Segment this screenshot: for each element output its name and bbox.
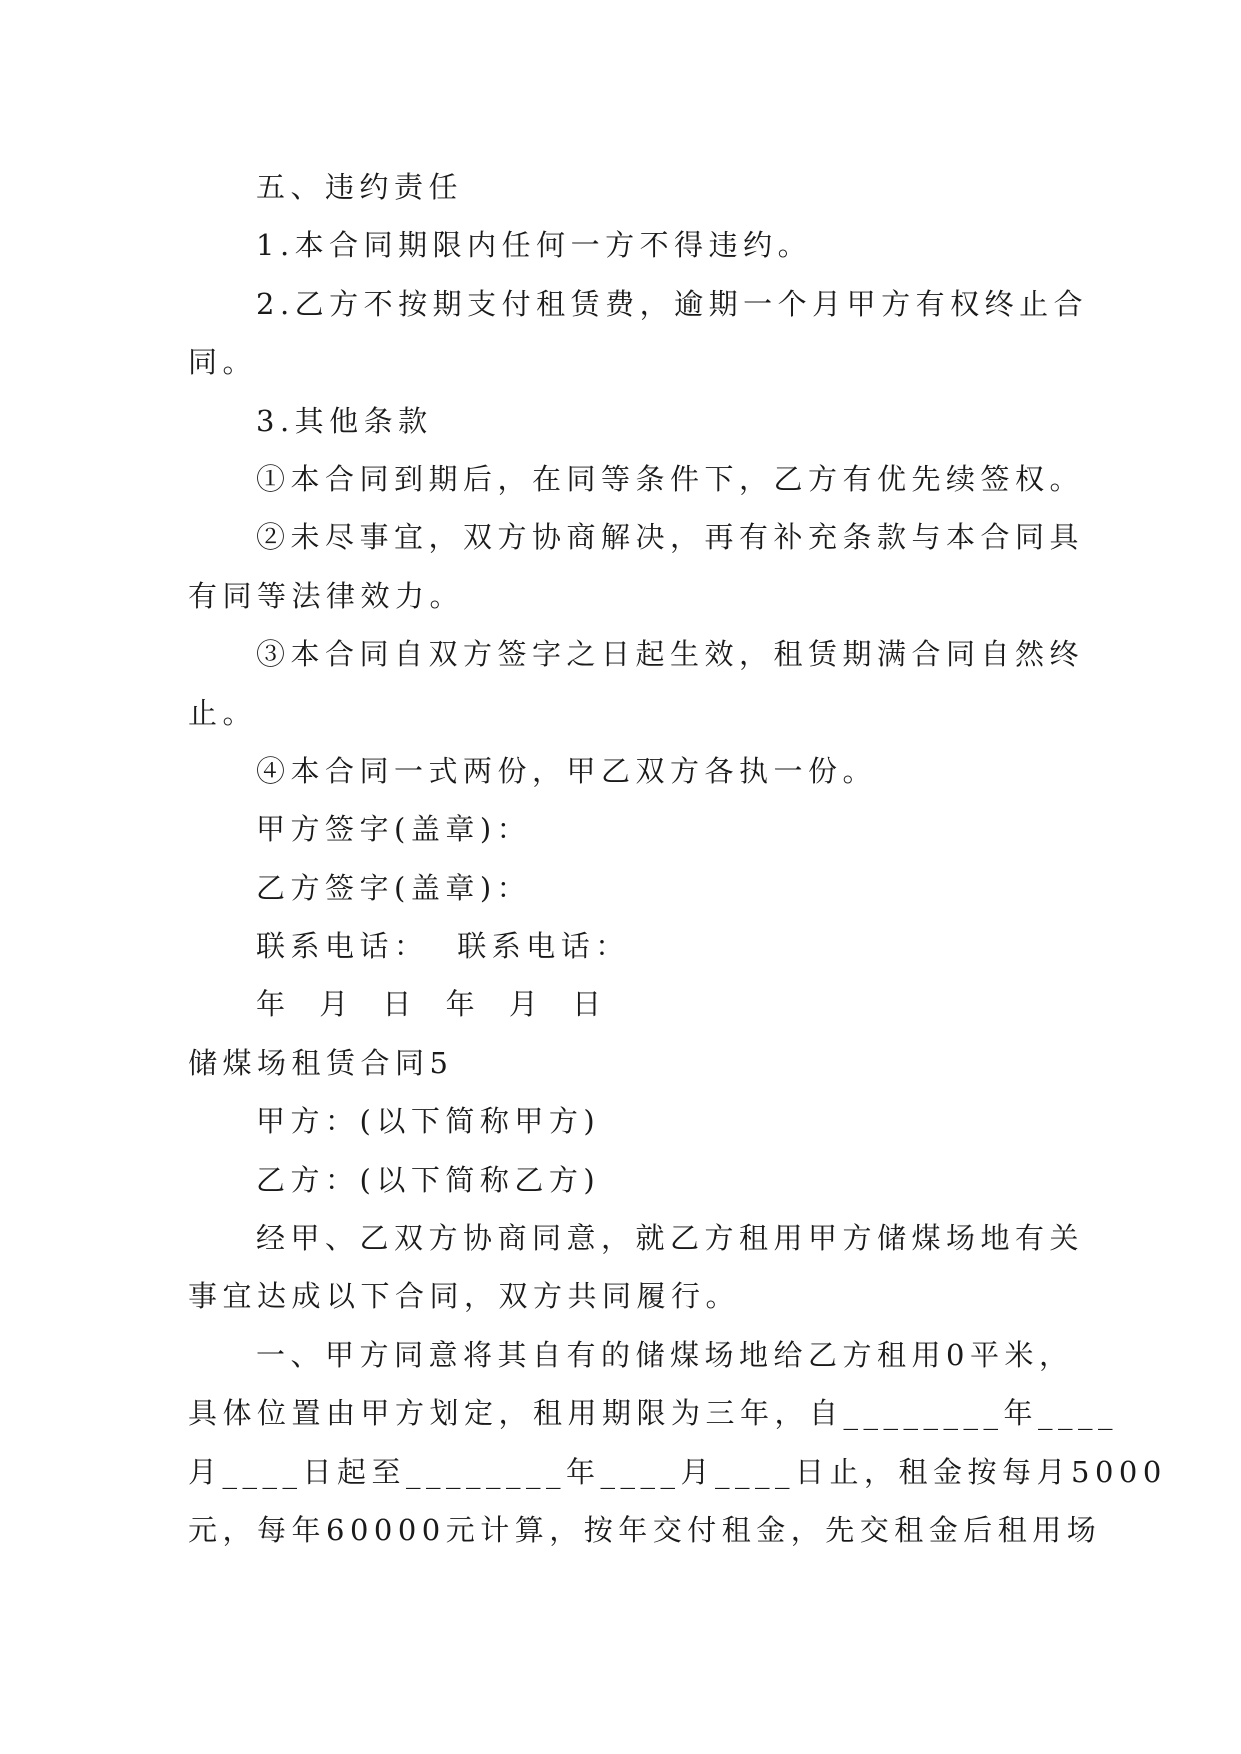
contact-phones: 联系电话： 联系电话：: [256, 929, 630, 964]
clause-1: 1.本合同期限内任何一方不得违约。: [256, 228, 813, 263]
article-1: 一、甲方同意将其自有的储煤场地给乙方租用0平米，: [256, 1337, 1074, 1372]
article-1-line-4: 元，每年60000元计算，按年交付租金，先交租金后租用场: [188, 1512, 1102, 1547]
clause-2: 2.乙方不按期支付租赁费，逾期一个月甲方有权终止合: [256, 286, 1089, 321]
contract-title: 储煤场租赁合同5: [188, 1045, 454, 1080]
section-heading-breach-liability: 五、违约责任: [256, 170, 464, 204]
preamble-continued: 事宜达成以下合同，双方共同履行。: [188, 1279, 741, 1314]
clause-3-item-1: ①本合同到期后，在同等条件下，乙方有优先续签权。: [256, 461, 1085, 496]
party-a-line: 甲方：(以下简称甲方): [256, 1104, 601, 1139]
clause-3-item-2-continued: 有同等法律效力。: [188, 578, 465, 613]
document-page: [188, 158, 1167, 1559]
party-a-signature: 甲方签字(盖章)：: [256, 812, 532, 847]
signing-dates: 年 月 日 年 月 日: [256, 987, 607, 1022]
article-1-line-2: 具体位置由甲方划定，租用期限为三年，自________年____: [188, 1396, 1119, 1431]
article-1-line-3: 月____日起至________年____月____日止，租金按每月5000: [188, 1454, 1167, 1489]
clause-3-item-3: ③本合同自双方签字之日起生效，租赁期满合同自然终: [256, 637, 1085, 672]
clause-3-item-4: ④本合同一式两份，甲乙双方各执一份。: [256, 753, 878, 788]
clause-3-item-2: ②未尽事宜，双方协商解决，再有补充条款与本合同具: [256, 520, 1085, 555]
clause-2-continued: 同。: [188, 345, 258, 380]
clause-3-heading: 3.其他条款: [256, 403, 433, 438]
party-b-line: 乙方：(以下简称乙方): [256, 1162, 601, 1197]
party-b-signature: 乙方签字(盖章)：: [256, 870, 532, 905]
preamble: 经甲、乙双方协商同意，就乙方租用甲方储煤场地有关: [256, 1221, 1085, 1256]
clause-3-item-3-continued: 止。: [188, 695, 258, 730]
